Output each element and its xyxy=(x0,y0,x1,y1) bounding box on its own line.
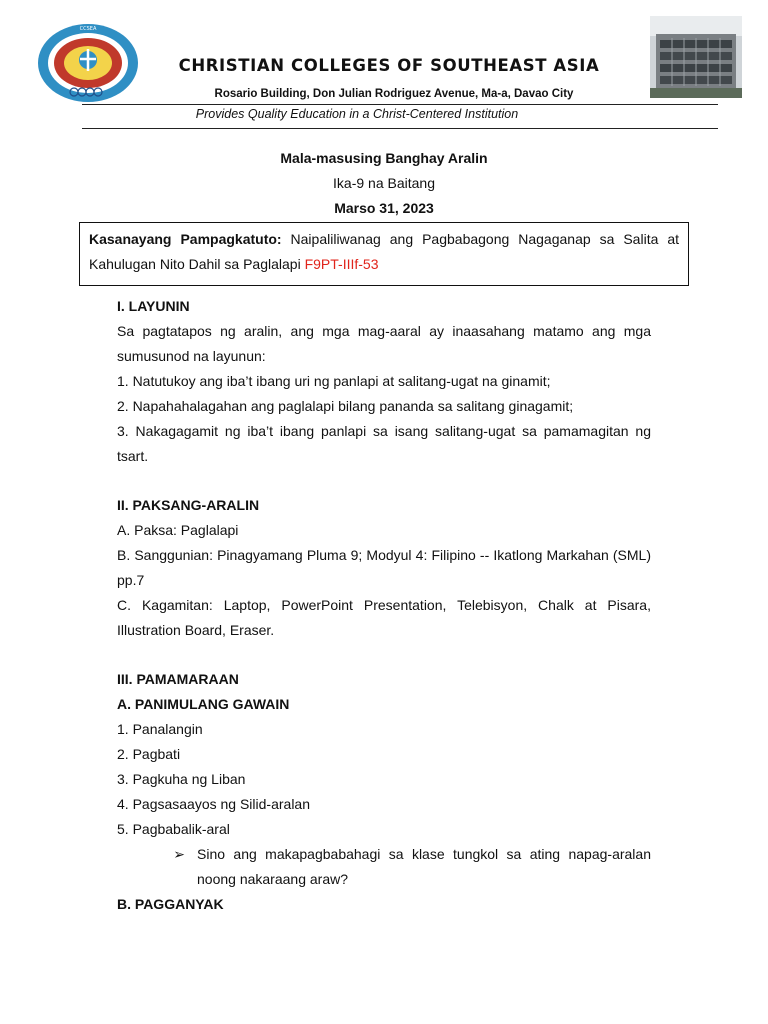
list-item: 3. Pagkuha ng Liban xyxy=(117,771,246,787)
competency-code: F9PT-IIIf-53 xyxy=(304,256,379,272)
grade-level: Ika-9 na Baitang xyxy=(333,175,435,191)
school-address: Rosario Building, Don Julian Rodriguez Avenue, Ma-a, Davao City xyxy=(214,88,574,100)
section-heading-paksang-aralin: II. PAKSANG-ARALIN xyxy=(117,497,260,513)
list-item: 3. Nakagagamit ng iba’t ibang panlapi sa isang salitang-ugat sa pamamagitan ng tsart. xyxy=(117,423,651,464)
competency-text: Naipaliliwanag ang Pagbabagong Nagaganap sa Salita at Kahulugan Nito Dahil sa Paglalapi xyxy=(89,231,679,272)
list-item: 2. Napahahalagahan ang paglalapi bilang pananda sa salitang ginagamit; xyxy=(117,398,574,414)
arrow-bullet-icon: ➢ xyxy=(173,846,185,862)
svg-text:CCSEA: CCSEA xyxy=(79,26,97,32)
header-divider-bottom xyxy=(82,128,718,129)
section-heading-layunin: I. LAYUNIN xyxy=(117,298,190,314)
school-name: CHRISTIAN COLLEGES OF SOUTHEAST ASIA xyxy=(178,56,600,75)
school-logo-seal xyxy=(36,22,140,104)
header-divider-top xyxy=(82,104,718,105)
lesson-date: Marso 31, 2023 xyxy=(334,200,434,216)
school-building-photo xyxy=(650,16,742,98)
list-item: C. Kagamitan: Laptop, PowerPoint Presentation, Telebisyon, Chalk at Pisara, Illustration Board, Eraser. xyxy=(117,597,651,638)
list-item: A. Paksa: Paglalapi xyxy=(117,522,239,538)
review-question-bullet xyxy=(117,842,651,892)
subheading-pagganyak: B. PAGGANYAK xyxy=(117,896,224,912)
section-heading-pamamaraan: III. PAMAMARAAN xyxy=(117,671,239,687)
layunin-intro: Sa pagtatapos ng aralin, ang mga mag-aaral ay inaasahang matamo ang mga sumusunod na layunun: xyxy=(117,323,651,364)
competency-label: Kasanayang Pampagkatuto: xyxy=(89,231,282,247)
list-item: 4. Pagsasaayos ng Silid-aralan xyxy=(117,796,311,812)
list-item: 5. Pagbabalik-aral xyxy=(117,821,230,837)
lesson-title-block xyxy=(0,146,768,221)
school-motto: Provides Quality Education in a Christ-Centered Institution xyxy=(195,107,519,121)
learning-competency-box xyxy=(79,222,689,286)
list-item: 1. Panalangin xyxy=(117,721,203,737)
subheading-panimulang-gawain: A. PANIMULANG GAWAIN xyxy=(117,696,290,712)
lesson-plan-title: Mala-masusing Banghay Aralin xyxy=(280,150,488,166)
list-item: 1. Natutukoy ang iba’t ibang uri ng panlapi at salitang-ugat na ginamit; xyxy=(117,373,551,389)
list-item: B. Sanggunian: Pinagyamang Pluma 9; Modyul 4: Filipino -- Ikatlong Markahan (SML) pp.7 xyxy=(117,547,651,588)
list-item: 2. Pagbati xyxy=(117,746,181,762)
review-question-text: Sino ang makapagbabahagi sa klase tungkol sa ating napag-aralan noong nakaraang araw? xyxy=(197,846,651,887)
lesson-body xyxy=(117,294,651,917)
